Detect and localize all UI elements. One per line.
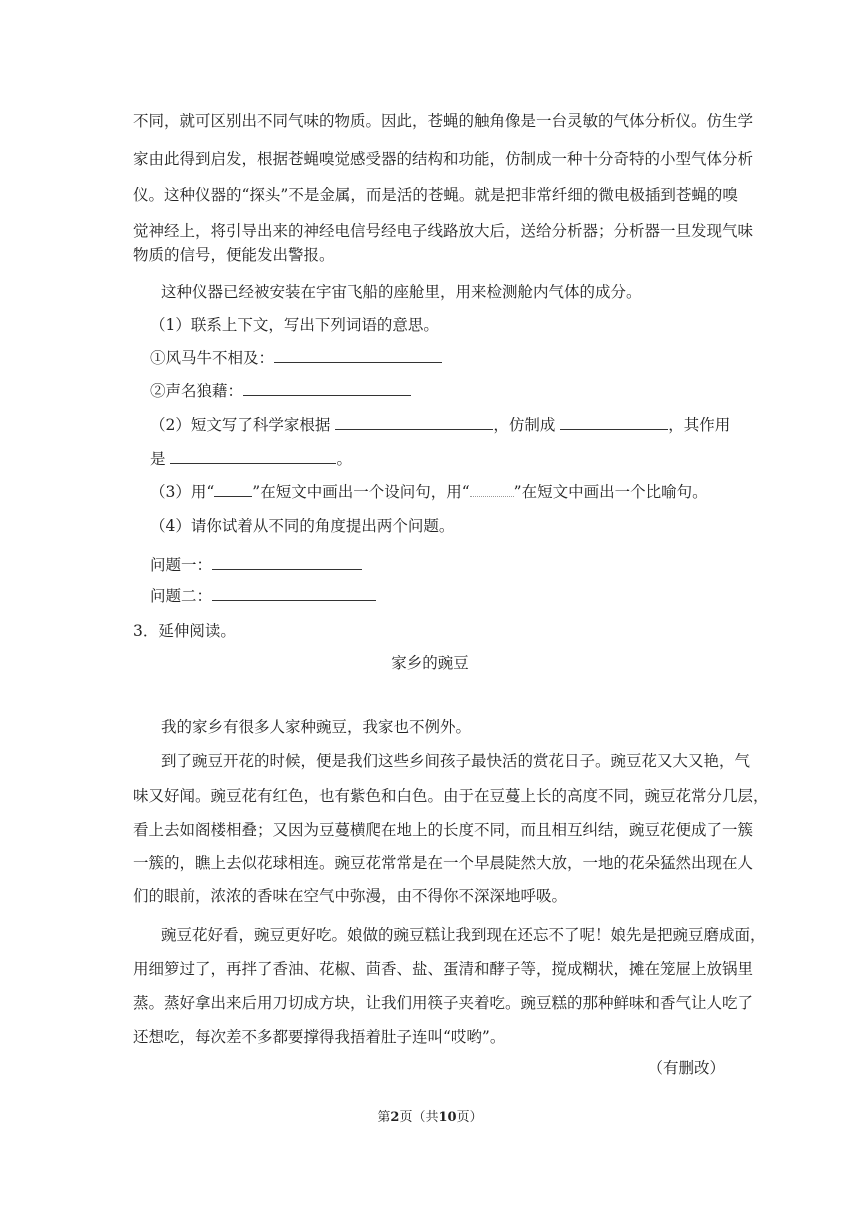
question-4a xyxy=(150,554,750,576)
question-3 xyxy=(150,481,750,503)
footer-text: 页） xyxy=(456,1110,483,1125)
passage-line: 物质的信号，便能发出警报。 xyxy=(133,246,335,264)
page-total: 10 xyxy=(438,1110,457,1125)
question-2-text: ，仿制成 xyxy=(493,416,556,434)
article-paragraph: 我的家乡有很多人家种豌豆，我家也不例外。 xyxy=(161,718,472,736)
answer-blank[interactable] xyxy=(274,348,442,363)
article-line: 蒸。蒸好拿出来后用刀切成方块，让我们用筷子夹着吃。豌豆糕的那种鲜味和香气让人吃了 xyxy=(133,994,754,1012)
question-4b-label: 问题二： xyxy=(150,587,213,605)
article-line: 味又好闻。豌豆花有红色，也有紫色和白色。由于在豆蔓上长的高度不同，豌豆花常分几层， xyxy=(133,787,769,805)
question-2-text: 是 xyxy=(150,450,166,468)
article-line: 豌豆花好看，豌豆更好吃。娘做的豌豆糕让我到现在还忘不了呢！娘先是把豌豆磨成面， xyxy=(161,926,766,944)
question-4a-label: 问题一： xyxy=(150,556,213,574)
answer-blank[interactable] xyxy=(170,449,336,464)
question-2-text: ，其作用 xyxy=(668,416,731,434)
answer-blank[interactable] xyxy=(243,381,411,396)
answer-blank[interactable] xyxy=(560,415,668,430)
article-line: 用细箩过了，再拌了香油、花椒、茴香、盐、蛋清和酵子等，搅成糊状，摊在笼屉上放锅里 xyxy=(133,960,754,978)
question-3-text: ”在短文中画出一个设问句，用“ xyxy=(252,483,470,501)
question-1b xyxy=(150,380,750,402)
answer-blank[interactable] xyxy=(212,555,362,570)
question-4: （4）请你试着从不同的角度提出两个问题。 xyxy=(150,517,455,535)
question-1: （1）联系上下文，写出下列词语的意思。 xyxy=(150,316,439,334)
article-line: 看上去如阁楼相叠；又因为豆蔓横爬在地上的长度不同，而且相互纠结，豌豆花便成了一簇 xyxy=(133,821,754,839)
wavy-line-symbol xyxy=(470,482,514,497)
article-line: 们的眼前，浓浓的香味在空气中弥漫，由不得你不深深地呼吸。 xyxy=(133,887,568,905)
footer-text: 页（共 xyxy=(399,1110,439,1125)
edit-note: （有删改） xyxy=(647,1059,725,1077)
passage-line: 家由此得到启发，根据苍蝇嗅觉感受器的结构和功能，仿制成一种十分奇特的小型气体分析 xyxy=(133,150,754,168)
article-line: 还想吃，每次差不多都要撑得我捂着肚子连叫“哎哟”。 xyxy=(133,1028,506,1046)
question-3-text: ”在短文中画出一个比喻句。 xyxy=(513,483,708,501)
section-heading: 3．延伸阅读。 xyxy=(133,622,236,640)
answer-blank[interactable] xyxy=(335,415,493,430)
passage-line: 仪。这种仪器的“探头”不是金属，而是活的苍蝇。就是把非常纤细的微电极插到苍蝇的嗅 xyxy=(133,186,738,204)
question-3-text: （3）用“ xyxy=(150,483,215,501)
article-line: 到了豌豆开花的时候，便是我们这些乡间孩子最快活的赏花日子。豌豆花又大又艳，气 xyxy=(161,752,751,770)
question-1a xyxy=(150,347,750,369)
question-2 xyxy=(150,414,750,436)
page-number: 2 xyxy=(390,1110,400,1125)
question-2-continued xyxy=(150,448,750,470)
passage-line: 觉神经上，将引导出来的神经电信号经电子线路放大后，送给分析器；分析器一旦发现气味 xyxy=(133,222,754,240)
article-title: 家乡的豌豆 xyxy=(391,654,469,672)
question-2-text: （2）短文写了科学家根据 xyxy=(150,416,331,434)
answer-blank[interactable] xyxy=(212,586,376,601)
footer-text: 第 xyxy=(377,1110,391,1125)
question-1a-label: ①风马牛不相及： xyxy=(150,349,275,367)
question-1b-label: ②声名狼藉： xyxy=(150,382,244,400)
question-2-text: 。 xyxy=(336,450,352,468)
article-line: 一簇的，瞧上去似花球相连。豌豆花常常是在一个早晨陡然大放，一地的花朵猛然出现在人 xyxy=(133,854,754,872)
page-footer xyxy=(0,1108,860,1128)
straight-line-symbol xyxy=(214,482,252,497)
passage-line: 不同，就可区别出不同气味的物质。因此，苍蝇的触角像是一台灵敏的气体分析仪。仿生学 xyxy=(133,112,754,130)
question-4b xyxy=(150,585,750,607)
passage-paragraph: 这种仪器已经被安装在宇宙飞船的座舱里，用来检测舱内气体的成分。 xyxy=(161,283,642,301)
